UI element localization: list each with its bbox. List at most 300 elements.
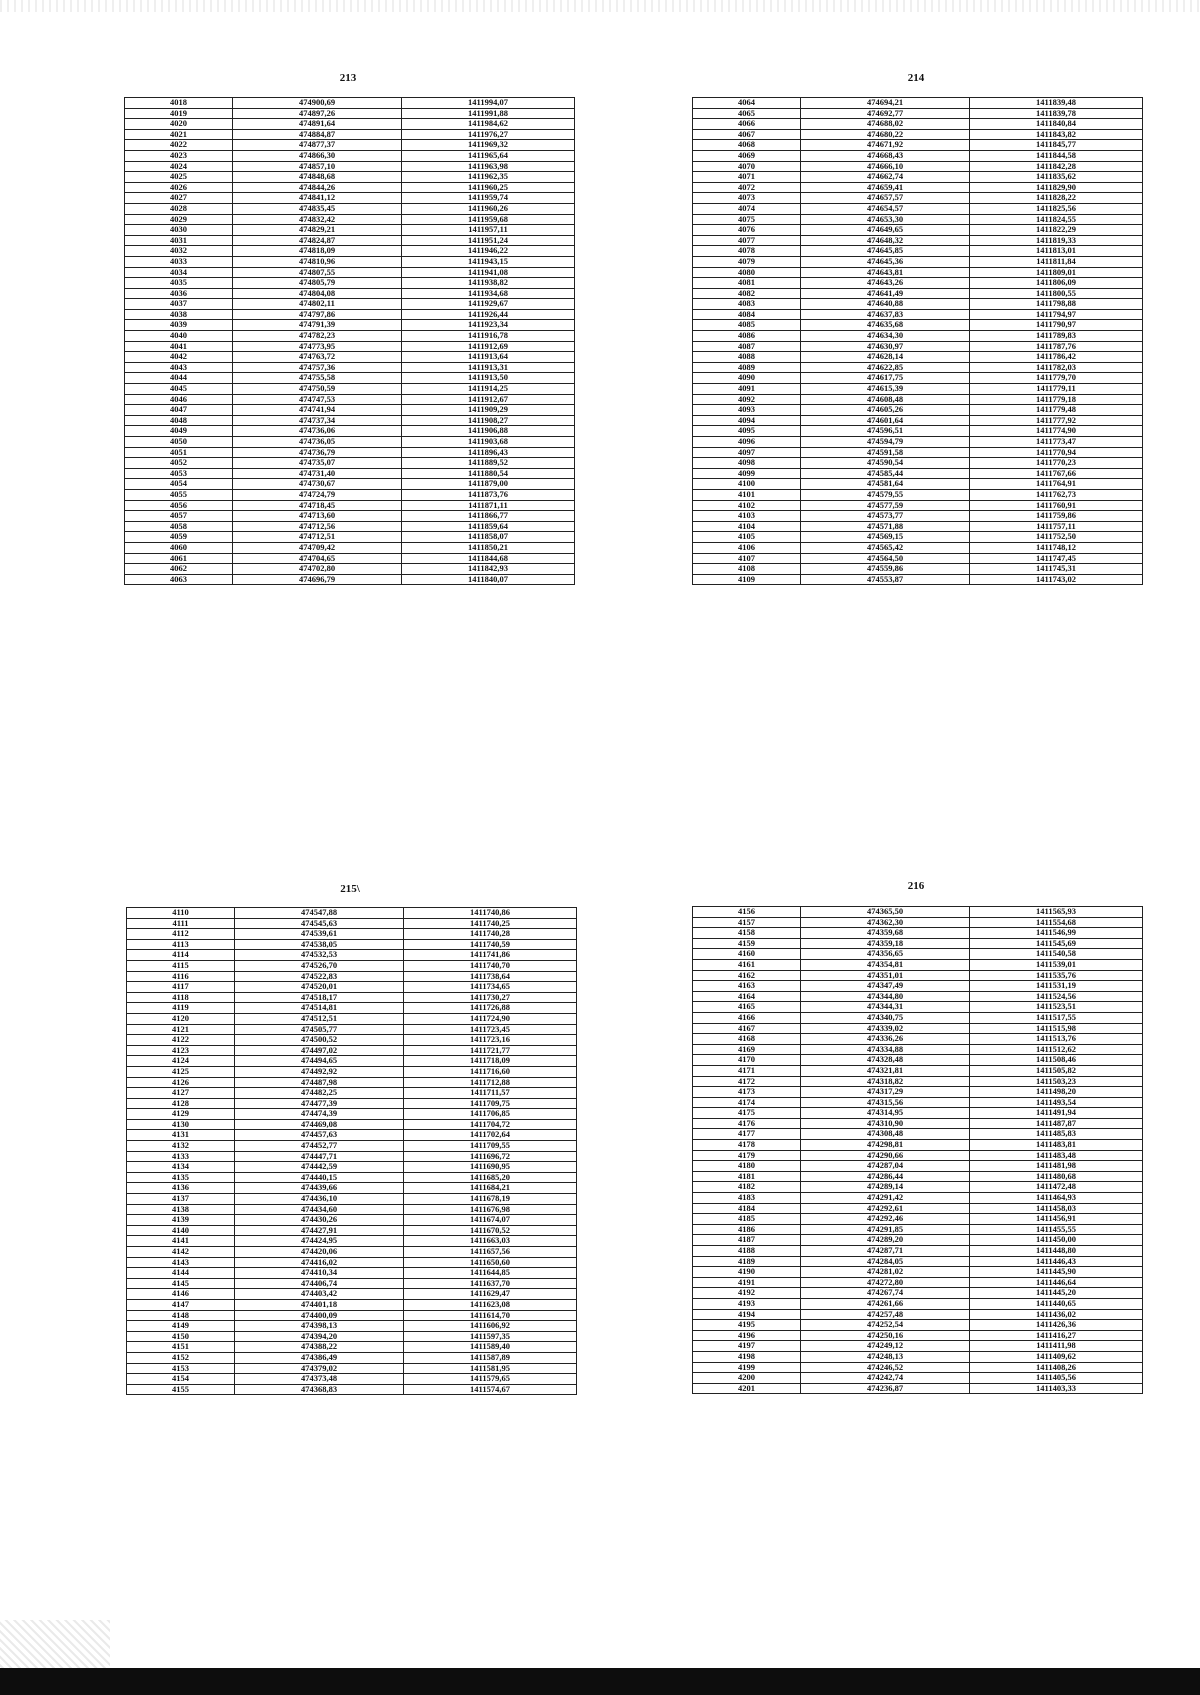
table-row bbox=[127, 1204, 577, 1215]
y-coordinate-cell: 1411747,45 bbox=[970, 553, 1143, 564]
y-coordinate-cell: 1411734,65 bbox=[404, 982, 577, 993]
table-row bbox=[693, 150, 1143, 161]
point-number-cell: 4062 bbox=[125, 564, 233, 575]
point-number-cell: 4073 bbox=[693, 193, 801, 204]
table-row bbox=[693, 1065, 1143, 1076]
y-coordinate-cell: 1411850,21 bbox=[402, 542, 575, 553]
y-coordinate-cell: 1411546,99 bbox=[970, 928, 1143, 939]
x-coordinate-cell: 474290,66 bbox=[801, 1150, 970, 1161]
table-row bbox=[693, 1097, 1143, 1108]
table-row bbox=[127, 1194, 577, 1205]
table-row bbox=[125, 384, 575, 395]
x-coordinate-cell: 474573,77 bbox=[801, 511, 970, 522]
table-row bbox=[127, 982, 577, 993]
x-coordinate-cell: 474514,81 bbox=[235, 1003, 404, 1014]
y-coordinate-cell: 1411513,76 bbox=[970, 1034, 1143, 1045]
x-coordinate-cell: 474844,26 bbox=[233, 182, 402, 193]
table-row bbox=[693, 1235, 1143, 1246]
y-coordinate-cell: 1411485,83 bbox=[970, 1129, 1143, 1140]
x-coordinate-cell: 474261,66 bbox=[801, 1298, 970, 1309]
y-coordinate-cell: 1411436,02 bbox=[970, 1309, 1143, 1320]
table-row bbox=[127, 1289, 577, 1300]
x-coordinate-cell: 474601,64 bbox=[801, 415, 970, 426]
x-coordinate-cell: 474336,26 bbox=[801, 1034, 970, 1045]
point-number-cell: 4131 bbox=[127, 1130, 235, 1141]
x-coordinate-cell: 474704,65 bbox=[233, 553, 402, 564]
table-row bbox=[127, 950, 577, 961]
y-coordinate-cell: 1411774,90 bbox=[970, 426, 1143, 437]
table-row bbox=[693, 331, 1143, 342]
table-row bbox=[125, 129, 575, 140]
table-row bbox=[693, 426, 1143, 437]
table-row bbox=[693, 553, 1143, 564]
y-coordinate-cell: 1411934,68 bbox=[402, 288, 575, 299]
point-number-cell: 4069 bbox=[693, 150, 801, 161]
point-number-cell: 4167 bbox=[693, 1023, 801, 1034]
table-row bbox=[693, 938, 1143, 949]
x-coordinate-cell: 474400,09 bbox=[235, 1310, 404, 1321]
x-coordinate-cell: 474668,43 bbox=[801, 150, 970, 161]
y-coordinate-cell: 1411723,45 bbox=[404, 1024, 577, 1035]
x-coordinate-cell: 474630,97 bbox=[801, 341, 970, 352]
y-coordinate-cell: 1411623,08 bbox=[404, 1299, 577, 1310]
table-row bbox=[125, 203, 575, 214]
y-coordinate-cell: 1411913,64 bbox=[402, 352, 575, 363]
point-number-cell: 4072 bbox=[693, 182, 801, 193]
point-number-cell: 4137 bbox=[127, 1194, 235, 1205]
table-row bbox=[693, 511, 1143, 522]
table-row bbox=[125, 564, 575, 575]
x-coordinate-cell: 474365,50 bbox=[801, 907, 970, 918]
x-coordinate-cell: 474832,42 bbox=[233, 214, 402, 225]
point-number-cell: 4091 bbox=[693, 384, 801, 395]
x-coordinate-cell: 474373,48 bbox=[235, 1374, 404, 1385]
table-row bbox=[127, 1183, 577, 1194]
table-row bbox=[693, 341, 1143, 352]
y-coordinate-cell: 1411408,26 bbox=[970, 1362, 1143, 1373]
y-coordinate-cell: 1411745,31 bbox=[970, 564, 1143, 575]
y-coordinate-cell: 1411487,87 bbox=[970, 1118, 1143, 1129]
point-number-cell: 4104 bbox=[693, 521, 801, 532]
x-coordinate-cell: 474398,13 bbox=[235, 1321, 404, 1332]
y-coordinate-cell: 1411629,47 bbox=[404, 1289, 577, 1300]
point-number-cell: 4026 bbox=[125, 182, 233, 193]
x-coordinate-cell: 474565,42 bbox=[801, 542, 970, 553]
x-coordinate-cell: 474289,20 bbox=[801, 1235, 970, 1246]
point-number-cell: 4144 bbox=[127, 1268, 235, 1279]
x-coordinate-cell: 474424,95 bbox=[235, 1236, 404, 1247]
y-coordinate-cell: 1411845,77 bbox=[970, 140, 1143, 151]
y-coordinate-cell: 1411800,55 bbox=[970, 288, 1143, 299]
point-number-cell: 4196 bbox=[693, 1330, 801, 1341]
point-number-cell: 4023 bbox=[125, 150, 233, 161]
y-coordinate-cell: 1411709,55 bbox=[404, 1141, 577, 1152]
point-number-cell: 4046 bbox=[125, 394, 233, 405]
table-row bbox=[125, 108, 575, 119]
x-coordinate-cell: 474416,02 bbox=[235, 1257, 404, 1268]
point-number-cell: 4082 bbox=[693, 288, 801, 299]
page-number-216: 216 bbox=[907, 880, 925, 892]
y-coordinate-cell: 1411896,43 bbox=[402, 447, 575, 458]
table-row bbox=[127, 918, 577, 929]
point-number-cell: 4056 bbox=[125, 500, 233, 511]
y-coordinate-cell: 1411844,68 bbox=[402, 553, 575, 564]
table-row bbox=[127, 1352, 577, 1363]
y-coordinate-cell: 1411976,27 bbox=[402, 129, 575, 140]
x-coordinate-cell: 474824,87 bbox=[233, 235, 402, 246]
point-number-cell: 4019 bbox=[125, 108, 233, 119]
y-coordinate-cell: 1411960,26 bbox=[402, 203, 575, 214]
point-number-cell: 4029 bbox=[125, 214, 233, 225]
table-row bbox=[693, 140, 1143, 151]
table-row bbox=[125, 521, 575, 532]
point-number-cell: 4114 bbox=[127, 950, 235, 961]
y-coordinate-cell: 1411741,86 bbox=[404, 950, 577, 961]
point-number-cell: 4018 bbox=[125, 98, 233, 109]
table-row bbox=[693, 1298, 1143, 1309]
table-row bbox=[127, 1247, 577, 1258]
x-coordinate-cell: 474356,65 bbox=[801, 949, 970, 960]
x-coordinate-cell: 474736,79 bbox=[233, 447, 402, 458]
point-number-cell: 4053 bbox=[125, 468, 233, 479]
y-coordinate-cell: 1411724,90 bbox=[404, 1013, 577, 1024]
table-row bbox=[693, 542, 1143, 553]
x-coordinate-cell: 474292,46 bbox=[801, 1214, 970, 1225]
table-row bbox=[693, 970, 1143, 981]
y-coordinate-cell: 1411914,25 bbox=[402, 384, 575, 395]
x-coordinate-cell: 474829,21 bbox=[233, 225, 402, 236]
table-row bbox=[127, 1151, 577, 1162]
y-coordinate-cell: 1411574,67 bbox=[404, 1384, 577, 1395]
table-row bbox=[127, 1077, 577, 1088]
table-row bbox=[125, 299, 575, 310]
table-row bbox=[693, 256, 1143, 267]
x-coordinate-cell: 474884,87 bbox=[233, 129, 402, 140]
table-row bbox=[693, 1309, 1143, 1320]
x-coordinate-cell: 474494,65 bbox=[235, 1056, 404, 1067]
x-coordinate-cell: 474835,45 bbox=[233, 203, 402, 214]
point-number-cell: 4106 bbox=[693, 542, 801, 553]
point-number-cell: 4105 bbox=[693, 532, 801, 543]
point-number-cell: 4092 bbox=[693, 394, 801, 405]
point-number-cell: 4200 bbox=[693, 1373, 801, 1384]
y-coordinate-cell: 1411777,92 bbox=[970, 415, 1143, 426]
table-row bbox=[693, 959, 1143, 970]
point-number-cell: 4128 bbox=[127, 1098, 235, 1109]
y-coordinate-cell: 1411779,11 bbox=[970, 384, 1143, 395]
x-coordinate-cell: 474252,54 bbox=[801, 1320, 970, 1331]
table-row bbox=[125, 341, 575, 352]
table-row bbox=[127, 1162, 577, 1173]
table-row bbox=[125, 267, 575, 278]
table-row bbox=[693, 373, 1143, 384]
y-coordinate-cell: 1411464,93 bbox=[970, 1193, 1143, 1204]
table-row bbox=[693, 1193, 1143, 1204]
point-number-cell: 4036 bbox=[125, 288, 233, 299]
y-coordinate-cell: 1411759,86 bbox=[970, 511, 1143, 522]
point-number-cell: 4031 bbox=[125, 235, 233, 246]
point-number-cell: 4194 bbox=[693, 1309, 801, 1320]
table-row bbox=[127, 960, 577, 971]
y-coordinate-cell: 1411957,11 bbox=[402, 225, 575, 236]
y-coordinate-cell: 1411448,80 bbox=[970, 1246, 1143, 1257]
x-coordinate-cell: 474659,41 bbox=[801, 182, 970, 193]
y-coordinate-cell: 1411965,64 bbox=[402, 150, 575, 161]
y-coordinate-cell: 1411880,54 bbox=[402, 468, 575, 479]
y-coordinate-cell: 1411809,01 bbox=[970, 267, 1143, 278]
x-coordinate-cell: 474643,81 bbox=[801, 267, 970, 278]
point-number-cell: 4064 bbox=[693, 98, 801, 109]
x-coordinate-cell: 474622,85 bbox=[801, 362, 970, 373]
x-coordinate-cell: 474310,90 bbox=[801, 1118, 970, 1129]
x-coordinate-cell: 474804,08 bbox=[233, 288, 402, 299]
y-coordinate-cell: 1411508,46 bbox=[970, 1055, 1143, 1066]
table-row bbox=[127, 1056, 577, 1067]
x-coordinate-cell: 474250,16 bbox=[801, 1330, 970, 1341]
table-row bbox=[693, 928, 1143, 939]
point-number-cell: 4138 bbox=[127, 1204, 235, 1215]
table-row bbox=[127, 1098, 577, 1109]
x-coordinate-cell: 474386,49 bbox=[235, 1352, 404, 1363]
point-number-cell: 4085 bbox=[693, 320, 801, 331]
x-coordinate-cell: 474267,74 bbox=[801, 1288, 970, 1299]
x-coordinate-cell: 474848,68 bbox=[233, 172, 402, 183]
y-coordinate-cell: 1411858,07 bbox=[402, 532, 575, 543]
point-number-cell: 4030 bbox=[125, 225, 233, 236]
table-row bbox=[693, 161, 1143, 172]
point-number-cell: 4024 bbox=[125, 161, 233, 172]
table-row bbox=[693, 1140, 1143, 1151]
point-number-cell: 4160 bbox=[693, 949, 801, 960]
table-row bbox=[127, 1003, 577, 1014]
point-number-cell: 4189 bbox=[693, 1256, 801, 1267]
table-row bbox=[693, 1288, 1143, 1299]
x-coordinate-cell: 474805,79 bbox=[233, 278, 402, 289]
y-coordinate-cell: 1411676,98 bbox=[404, 1204, 577, 1215]
x-coordinate-cell: 474640,88 bbox=[801, 299, 970, 310]
point-number-cell: 4185 bbox=[693, 1214, 801, 1225]
y-coordinate-cell: 1411540,58 bbox=[970, 949, 1143, 960]
table-row bbox=[127, 1321, 577, 1332]
table-row bbox=[127, 1363, 577, 1374]
x-coordinate-cell: 474810,96 bbox=[233, 256, 402, 267]
x-coordinate-cell: 474900,69 bbox=[233, 98, 402, 109]
point-number-cell: 4037 bbox=[125, 299, 233, 310]
point-number-cell: 4184 bbox=[693, 1203, 801, 1214]
y-coordinate-cell: 1411844,58 bbox=[970, 150, 1143, 161]
coordinates-table-216 bbox=[692, 906, 1143, 1394]
y-coordinate-cell: 1411740,86 bbox=[404, 908, 577, 919]
table-row bbox=[125, 256, 575, 267]
x-coordinate-cell: 474347,49 bbox=[801, 981, 970, 992]
point-number-cell: 4182 bbox=[693, 1182, 801, 1193]
point-number-cell: 4101 bbox=[693, 489, 801, 500]
x-coordinate-cell: 474248,13 bbox=[801, 1351, 970, 1362]
point-number-cell: 4078 bbox=[693, 246, 801, 257]
point-number-cell: 4100 bbox=[693, 479, 801, 490]
table-row bbox=[127, 1299, 577, 1310]
x-coordinate-cell: 474648,32 bbox=[801, 235, 970, 246]
x-coordinate-cell: 474487,98 bbox=[235, 1077, 404, 1088]
x-coordinate-cell: 474434,60 bbox=[235, 1204, 404, 1215]
y-coordinate-cell: 1411963,98 bbox=[402, 161, 575, 172]
y-coordinate-cell: 1411614,70 bbox=[404, 1310, 577, 1321]
point-number-cell: 4086 bbox=[693, 331, 801, 342]
table-row bbox=[693, 362, 1143, 373]
table-row bbox=[693, 1087, 1143, 1098]
point-number-cell: 4098 bbox=[693, 458, 801, 469]
point-number-cell: 4057 bbox=[125, 511, 233, 522]
table-row bbox=[693, 521, 1143, 532]
x-coordinate-cell: 474308,48 bbox=[801, 1129, 970, 1140]
table-row bbox=[125, 309, 575, 320]
table-row bbox=[693, 352, 1143, 363]
y-coordinate-cell: 1411757,11 bbox=[970, 521, 1143, 532]
table-row bbox=[127, 1384, 577, 1395]
y-coordinate-cell: 1411685,20 bbox=[404, 1172, 577, 1183]
point-number-cell: 4093 bbox=[693, 405, 801, 416]
point-number-cell: 4051 bbox=[125, 447, 233, 458]
x-coordinate-cell: 474406,74 bbox=[235, 1278, 404, 1289]
y-coordinate-cell: 1411787,76 bbox=[970, 341, 1143, 352]
x-coordinate-cell: 474763,72 bbox=[233, 352, 402, 363]
x-coordinate-cell: 474328,48 bbox=[801, 1055, 970, 1066]
table-row bbox=[693, 309, 1143, 320]
y-coordinate-cell: 1411912,69 bbox=[402, 341, 575, 352]
y-coordinate-cell: 1411943,15 bbox=[402, 256, 575, 267]
table-row bbox=[125, 373, 575, 384]
x-coordinate-cell: 474482,25 bbox=[235, 1088, 404, 1099]
point-number-cell: 4148 bbox=[127, 1310, 235, 1321]
point-number-cell: 4042 bbox=[125, 352, 233, 363]
x-coordinate-cell: 474645,85 bbox=[801, 246, 970, 257]
table-row bbox=[693, 203, 1143, 214]
point-number-cell: 4146 bbox=[127, 1289, 235, 1300]
y-coordinate-cell: 1411674,07 bbox=[404, 1215, 577, 1226]
x-coordinate-cell: 474741,94 bbox=[233, 405, 402, 416]
coordinates-table-215 bbox=[126, 907, 577, 1395]
table-row bbox=[693, 320, 1143, 331]
y-coordinate-cell: 1411764,91 bbox=[970, 479, 1143, 490]
y-coordinate-cell: 1411416,27 bbox=[970, 1330, 1143, 1341]
point-number-cell: 4166 bbox=[693, 1012, 801, 1023]
table-row bbox=[693, 214, 1143, 225]
x-coordinate-cell: 474841,12 bbox=[233, 193, 402, 204]
x-coordinate-cell: 474750,59 bbox=[233, 384, 402, 395]
x-coordinate-cell: 474315,56 bbox=[801, 1097, 970, 1108]
y-coordinate-cell: 1411704,72 bbox=[404, 1119, 577, 1130]
table-row bbox=[693, 1034, 1143, 1045]
point-number-cell: 4164 bbox=[693, 991, 801, 1002]
table-row bbox=[693, 458, 1143, 469]
table-row bbox=[125, 542, 575, 553]
y-coordinate-cell: 1411929,67 bbox=[402, 299, 575, 310]
y-coordinate-cell: 1411916,78 bbox=[402, 331, 575, 342]
point-number-cell: 4109 bbox=[693, 574, 801, 585]
table-row bbox=[693, 564, 1143, 575]
y-coordinate-cell: 1411524,56 bbox=[970, 991, 1143, 1002]
table-row bbox=[693, 1330, 1143, 1341]
x-coordinate-cell: 474518,17 bbox=[235, 992, 404, 1003]
table-row bbox=[693, 489, 1143, 500]
x-coordinate-cell: 474571,88 bbox=[801, 521, 970, 532]
table-row bbox=[693, 1129, 1143, 1140]
point-number-cell: 4084 bbox=[693, 309, 801, 320]
y-coordinate-cell: 1411565,93 bbox=[970, 907, 1143, 918]
x-coordinate-cell: 474773,95 bbox=[233, 341, 402, 352]
x-coordinate-cell: 474791,39 bbox=[233, 320, 402, 331]
y-coordinate-cell: 1411405,56 bbox=[970, 1373, 1143, 1384]
page-number-215: 215\ bbox=[340, 883, 360, 895]
point-number-cell: 4027 bbox=[125, 193, 233, 204]
point-number-cell: 4195 bbox=[693, 1320, 801, 1331]
point-number-cell: 4190 bbox=[693, 1267, 801, 1278]
table-row bbox=[125, 288, 575, 299]
y-coordinate-cell: 1411786,42 bbox=[970, 352, 1143, 363]
y-coordinate-cell: 1411913,31 bbox=[402, 362, 575, 373]
y-coordinate-cell: 1411984,62 bbox=[402, 119, 575, 130]
x-coordinate-cell: 474897,26 bbox=[233, 108, 402, 119]
point-number-cell: 4193 bbox=[693, 1298, 801, 1309]
table-row bbox=[127, 1257, 577, 1268]
x-coordinate-cell: 474594,79 bbox=[801, 437, 970, 448]
x-coordinate-cell: 474379,02 bbox=[235, 1363, 404, 1374]
table-row bbox=[693, 1118, 1143, 1129]
point-number-cell: 4123 bbox=[127, 1045, 235, 1056]
point-number-cell: 4129 bbox=[127, 1109, 235, 1120]
table-row bbox=[125, 458, 575, 469]
y-coordinate-cell: 1411798,88 bbox=[970, 299, 1143, 310]
x-coordinate-cell: 474520,01 bbox=[235, 982, 404, 993]
point-number-cell: 4067 bbox=[693, 129, 801, 140]
point-number-cell: 4121 bbox=[127, 1024, 235, 1035]
x-coordinate-cell: 474287,71 bbox=[801, 1246, 970, 1257]
table-row bbox=[125, 479, 575, 490]
table-row bbox=[125, 331, 575, 342]
table-row bbox=[127, 939, 577, 950]
table-row bbox=[127, 1374, 577, 1385]
y-coordinate-cell: 1411721,77 bbox=[404, 1045, 577, 1056]
scan-noise-top bbox=[0, 0, 1200, 12]
x-coordinate-cell: 474694,21 bbox=[801, 98, 970, 109]
point-number-cell: 4059 bbox=[125, 532, 233, 543]
point-number-cell: 4097 bbox=[693, 447, 801, 458]
table-row bbox=[693, 1362, 1143, 1373]
x-coordinate-cell: 474362,30 bbox=[801, 917, 970, 928]
x-coordinate-cell: 474692,77 bbox=[801, 108, 970, 119]
x-coordinate-cell: 474617,75 bbox=[801, 373, 970, 384]
point-number-cell: 4153 bbox=[127, 1363, 235, 1374]
table-row bbox=[693, 172, 1143, 183]
table-row bbox=[693, 278, 1143, 289]
x-coordinate-cell: 474439,66 bbox=[235, 1183, 404, 1194]
y-coordinate-cell: 1411829,90 bbox=[970, 182, 1143, 193]
point-number-cell: 4054 bbox=[125, 479, 233, 490]
y-coordinate-cell: 1411991,88 bbox=[402, 108, 575, 119]
y-coordinate-cell: 1411770,94 bbox=[970, 447, 1143, 458]
y-coordinate-cell: 1411782,03 bbox=[970, 362, 1143, 373]
table-row bbox=[693, 267, 1143, 278]
x-coordinate-cell: 474579,55 bbox=[801, 489, 970, 500]
point-number-cell: 4140 bbox=[127, 1225, 235, 1236]
y-coordinate-cell: 1411779,70 bbox=[970, 373, 1143, 384]
y-coordinate-cell: 1411835,62 bbox=[970, 172, 1143, 183]
table-row bbox=[693, 193, 1143, 204]
point-number-cell: 4201 bbox=[693, 1383, 801, 1394]
table-row bbox=[693, 299, 1143, 310]
x-coordinate-cell: 474713,60 bbox=[233, 511, 402, 522]
x-coordinate-cell: 474410,34 bbox=[235, 1268, 404, 1279]
